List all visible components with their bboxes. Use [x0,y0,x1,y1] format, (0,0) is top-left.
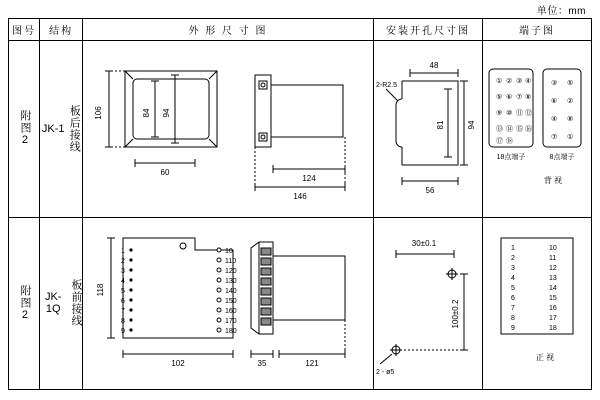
svg-text:②: ② [506,78,513,86]
svg-text:④: ④ [551,116,558,124]
dim-121: 121 [305,358,319,368]
dim-60: 60 [160,168,170,178]
left-term-8: 8 [121,317,125,325]
dim-hole: 2 - ø5 [376,368,395,376]
svg-text:⑥: ⑥ [551,98,558,106]
svg-text:①: ① [567,134,574,142]
terminal-8-caption: 8点端子 [549,154,575,162]
svg-text:⑦: ⑦ [551,134,558,142]
dim-84: 84 [142,108,151,118]
svg-text:⑯: ⑯ [525,126,532,134]
dim-106: 106 [94,106,103,120]
dim-48: 48 [429,61,439,71]
row1-terminal-figure [483,41,592,218]
dim-118: 118 [96,283,105,297]
dim-102: 102 [171,358,185,368]
right-term-150: 150 [225,297,237,305]
row2-outline-figure [83,217,374,389]
svg-text:⑬: ⑬ [496,126,503,134]
terminal-18-caption: 18点端子 [496,154,526,162]
left-term-1: 1 [121,247,125,255]
term-17: 17 [549,314,557,322]
left-term-6: 6 [121,297,125,305]
dim-2-r2-5: 2-R2.5 [376,82,398,90]
right-term-170: 170 [225,317,237,325]
svg-text:⑪: ⑪ [516,110,523,118]
svg-text:⑱: ⑱ [506,138,513,146]
right-term-10: 10 [225,247,233,255]
row2-wiring-label: 板前接线 [70,279,82,328]
svg-text:⑥: ⑥ [506,94,513,102]
table-row [9,217,592,389]
left-term-7: 7 [121,307,125,315]
header-terminal-drawing: 端子图 [483,19,592,41]
svg-text:③: ③ [516,78,523,86]
row1-tu-hao [9,41,40,218]
table-row [9,41,592,218]
row2-tu-hao [9,217,40,389]
svg-text:②: ② [567,98,574,106]
dim-81: 81 [436,120,445,130]
svg-text:⑨: ⑨ [496,110,503,118]
row2-mounting-figure [374,217,483,389]
svg-text:⑮: ⑮ [516,126,523,134]
row1-mounting-figure [374,41,483,218]
dim-94: 94 [162,108,171,118]
header-outline-drawing: 外 形 尺 寸 图 [83,19,374,41]
row2-tu-hao-label: 附图2 [18,284,31,322]
term-2: 2 [511,254,515,262]
term-5: 5 [511,284,515,292]
header-mounting-drawing: 安装开孔尺寸图 [374,19,483,41]
term-14: 14 [549,284,557,292]
left-term-9: 9 [121,327,125,335]
left-term-5: 5 [121,287,125,295]
right-term-110: 110 [225,257,237,265]
term-18: 18 [549,324,557,332]
right-term-130: 130 [225,277,237,285]
term-16: 16 [549,304,557,312]
term-12: 12 [549,264,557,272]
dim-100: 100±0.2 [451,299,460,329]
svg-text:①: ① [496,78,503,86]
term-1: 1 [511,244,515,252]
left-term-3: 3 [121,267,125,275]
row2-jie-gou [40,217,83,389]
dim-94: 94 [467,120,476,130]
row1-outline-figure [83,41,374,218]
dim-30: 30±0.1 [411,238,437,248]
left-term-2: 2 [121,257,125,265]
terminal-view-caption: 背 视 [543,176,563,186]
term-11: 11 [549,254,557,262]
svg-text:⑰: ⑰ [496,138,503,146]
term-10: 10 [549,244,557,252]
term-3: 3 [511,264,515,272]
svg-text:⑧: ⑧ [567,116,574,124]
right-term-180: 180 [225,327,237,335]
term-13: 13 [549,274,557,282]
dim-146: 146 [293,192,307,202]
header-tu-hao: 图号 [9,19,40,41]
unit-note: 单位：mm [536,6,586,17]
row1-model-label: JK-1 [41,122,65,135]
right-term-140: 140 [225,287,237,295]
right-term-120: 120 [225,267,237,275]
left-term-4: 4 [121,277,125,285]
dimension-table [8,18,592,390]
right-term-160: 160 [225,307,237,315]
table-header-row [9,19,592,41]
row1-jie-gou [40,41,83,218]
row1-tu-hao-label: 附图2 [18,110,31,148]
svg-text:⑧: ⑧ [525,94,532,102]
svg-text:⑦: ⑦ [516,94,523,102]
svg-text:④: ④ [525,78,532,86]
row2-model-label: JK-1Q [44,291,62,316]
dim-35: 35 [257,358,267,368]
svg-text:⑭: ⑭ [506,126,513,134]
svg-text:③: ③ [551,80,558,88]
term-6: 6 [511,294,515,302]
dim-56: 56 [425,186,435,196]
svg-text:⑤: ⑤ [567,80,574,88]
term-4: 4 [511,274,515,282]
dim-124: 124 [302,174,316,184]
terminal-view-caption-2: 正 视 [535,352,555,362]
term-15: 15 [549,294,557,302]
term-8: 8 [511,314,515,322]
svg-text:⑤: ⑤ [496,94,503,102]
row1-wiring-label: 板后接线 [68,104,81,153]
term-9: 9 [511,324,515,332]
term-7: 7 [511,304,515,312]
header-jie-gou: 结构 [40,19,83,41]
row2-terminal-figure [483,217,592,389]
svg-text:⑩: ⑩ [506,110,513,118]
svg-text:⑫: ⑫ [525,110,532,118]
